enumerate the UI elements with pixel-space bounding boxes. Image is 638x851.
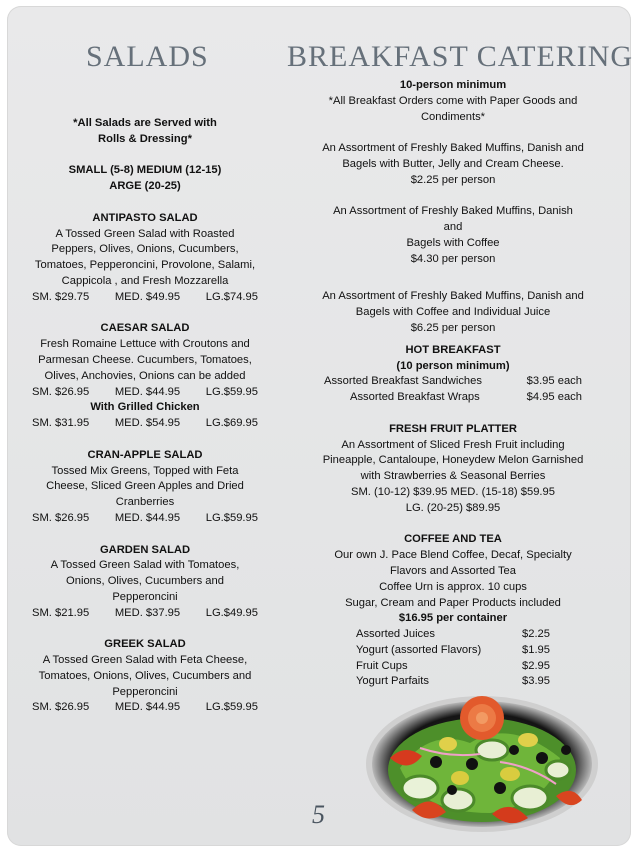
item-desc: Fresh Romaine Lettuce with Croutons and Parmesan Cheese. Cucumbers, Tomatoes, Olives, Anchovies, Onions can be added: [38, 338, 252, 382]
section-subtitle: (10 person minimum): [396, 359, 510, 372]
item-name: CRAN-APPLE SALAD: [87, 448, 203, 461]
item-name: ANTIPASTO SALAD: [92, 211, 198, 224]
item-desc: A Tossed Green Salad with Feta Cheese, Tomatoes, Onions, Olives, Cucumbers and Pepperoncini: [38, 654, 252, 698]
salad-plate-image: [360, 688, 600, 836]
price-small: SM. $21.95: [32, 606, 90, 619]
coffee-tea-section: [318, 532, 588, 690]
list-item: [324, 374, 582, 390]
price-large: LG.$59.95: [205, 511, 258, 524]
item-name: GREEK SALAD: [104, 638, 186, 651]
menu-item-cran-apple: [32, 448, 258, 527]
container-price: $16.95 per container: [398, 612, 508, 625]
menu-item-garden: [32, 543, 258, 622]
item-price: $2.25: [522, 628, 550, 641]
item-prices: [32, 606, 258, 622]
item-desc: Tossed Mix Greens, Topped with Feta Cheese, Sliced Green Apples and Dried Cranberries: [46, 464, 244, 509]
paper-goods-note: *All Breakfast Orders come with Paper Goods and Condiments*: [328, 94, 578, 123]
item-price: $3.95 each: [526, 375, 582, 388]
price-small: SM. $31.95: [32, 417, 90, 430]
item-desc-line: An Assortment of Freshly Baked Muffins, Danish: [333, 205, 573, 218]
price-small: SM. $26.95: [32, 511, 90, 524]
list-item: [356, 643, 550, 659]
hot-breakfast-section: [318, 343, 588, 406]
section-desc: Our own J. Pace Blend Coffee, Decaf, Specialty Flavors and Assorted Tea: [334, 549, 572, 577]
item-desc: A Tossed Green Salad with Roasted Peppers, Olives, Onions, Cucumbers, Tomatoes, Pepperoncini, Provolone, Salami, Cappicola , and Fresh Mozzarella: [34, 227, 256, 287]
served-note: *All Salads are Served with Rolls & Dressing*: [73, 117, 217, 145]
salads-heading: SALADS: [86, 40, 209, 73]
price-large: LG.$49.95: [205, 606, 258, 619]
item-price: $4.30 per person: [410, 252, 496, 265]
item-name: Assorted Breakfast Wraps: [350, 391, 480, 404]
price-large: LG.$59.95: [205, 385, 258, 398]
page-number: 5: [312, 800, 325, 829]
item-prices: [32, 385, 258, 401]
urn-note: Coffee Urn is approx. 10 cups: [379, 580, 527, 593]
item-name: CAESAR SALAD: [100, 322, 190, 335]
item-name: GARDEN SALAD: [99, 543, 191, 556]
item-desc: An Assortment of Freshly Baked Muffins, Danish and Bagels with Coffee and Individual Juice: [322, 290, 584, 319]
list-item: [356, 627, 550, 643]
section-desc: An Assortment of Sliced Fresh Fruit including Pineapple, Cantaloupe, Honeydew Melon Garnished with Strawberries & Seasonal Berries: [322, 438, 584, 483]
price-large: LG.$74.95: [205, 290, 258, 303]
item-name: Assorted Juices: [356, 628, 435, 641]
price-large: LG.$59.95: [205, 701, 258, 714]
item-prices: [32, 290, 258, 306]
menu-item-caesar: [32, 321, 258, 432]
section-title: FRESH FRUIT PLATTER: [389, 422, 517, 435]
price-medium: MED. $37.95: [114, 606, 181, 619]
item-name: Assorted Breakfast Sandwiches: [324, 375, 482, 388]
item-price: $6.25 per person: [410, 321, 496, 334]
price-line: LG. (20-25) $89.95: [405, 501, 501, 514]
item-extra-name: With Grilled Chicken: [90, 401, 200, 414]
price-large: LG.$69.95: [205, 417, 258, 430]
item-price: $2.25 per person: [410, 173, 496, 186]
includes-note: Sugar, Cream and Paper Products included: [345, 596, 561, 609]
menu-item-greek: [32, 637, 258, 716]
price-medium: MED. $44.95: [114, 511, 181, 524]
section-title: HOT BREAKFAST: [405, 343, 501, 356]
minimum-note: 10-person minimum: [399, 79, 507, 91]
item-desc-line: Bagels with Coffee: [406, 236, 500, 249]
price-small: SM. $26.95: [32, 385, 90, 398]
list-item: [324, 390, 582, 406]
item-prices: [32, 700, 258, 716]
extras-list: [356, 627, 550, 690]
item-price: $1.95: [522, 643, 550, 656]
item-name: Fruit Cups: [356, 659, 408, 672]
price-medium: MED. $44.95: [114, 701, 181, 714]
price-medium: MED. $49.95: [114, 290, 181, 303]
item-price: $2.95: [522, 659, 550, 672]
salads-column: [32, 116, 258, 716]
item-desc: A Tossed Green Salad with Tomatoes, Onions, Olives, Cucumbers and Pepperoncini: [50, 559, 240, 603]
item-desc-line: and: [443, 221, 463, 234]
item-price: $3.95: [522, 675, 550, 688]
price-medium: MED. $54.95: [114, 417, 181, 430]
breakfast-column: [318, 78, 588, 690]
assortment-item: [318, 289, 588, 336]
item-prices: [32, 511, 258, 527]
menu-item-antipasto: [32, 211, 258, 306]
assortment-item: [318, 141, 588, 188]
fruit-platter-section: [318, 422, 588, 517]
price-small: SM. $26.95: [32, 701, 90, 714]
item-extra-prices: [32, 416, 258, 432]
item-name: Yogurt (assorted Flavors): [356, 643, 482, 656]
list-item: [356, 659, 550, 675]
hot-items: [324, 374, 582, 406]
breakfast-heading: BREAKFAST CATERING: [287, 40, 634, 73]
size-info: SMALL (5-8) MEDIUM (12-15) ARGE (20-25): [68, 164, 222, 193]
price-small: SM. $29.75: [32, 290, 90, 303]
assortment-item: [318, 204, 588, 267]
item-name: Yogurt Parfaits: [356, 675, 429, 688]
item-price: $4.95 each: [526, 391, 582, 404]
item-desc: An Assortment of Freshly Baked Muffins, Danish and Bagels with Butter, Jelly and Cream Cheese.: [322, 142, 584, 170]
section-title: COFFEE AND TEA: [404, 533, 502, 546]
price-medium: MED. $44.95: [114, 385, 181, 398]
price-line: SM. (10-12) $39.95 MED. (15-18) $59.95: [351, 485, 555, 498]
